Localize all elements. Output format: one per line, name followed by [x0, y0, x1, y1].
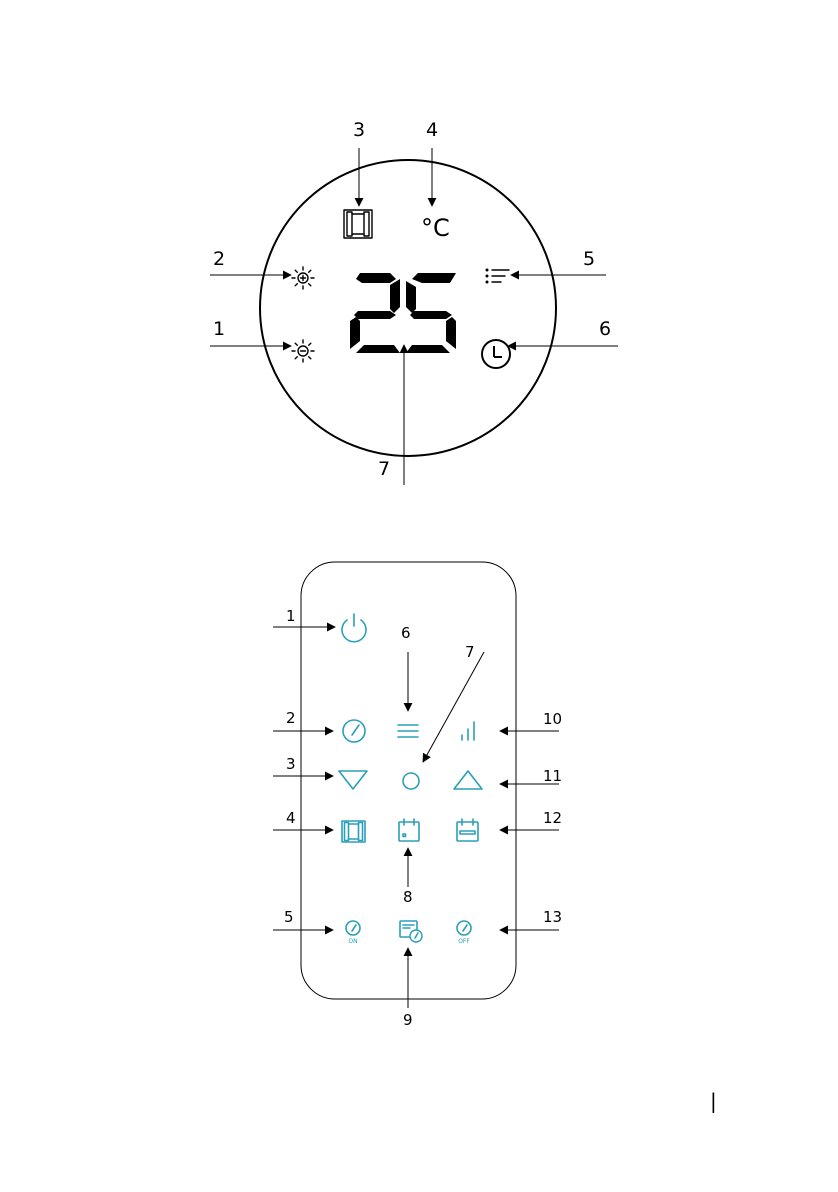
remote-callout-8: 8: [403, 888, 413, 906]
remote-callout-11: 11: [543, 767, 563, 785]
remote-callout-12: 12: [543, 809, 563, 827]
menu-icon[interactable]: [398, 725, 418, 737]
window-icon[interactable]: [342, 821, 365, 842]
remote-callout-5: 5: [284, 908, 294, 926]
mode-list-icon: [486, 269, 510, 284]
sun-low-icon: [292, 340, 314, 362]
timer-off-label: OFF: [458, 938, 470, 945]
digit-5: [406, 273, 456, 353]
remote-arrow-7: [423, 652, 484, 762]
circle-icon[interactable]: [403, 773, 419, 789]
power-icon[interactable]: [342, 614, 366, 642]
display-callout-3: 3: [353, 119, 366, 141]
display-callout-5: 5: [583, 248, 596, 270]
display-panel: [210, 119, 618, 485]
timer-on-icon[interactable]: [346, 921, 360, 945]
remote-callout-4: 4: [286, 809, 296, 827]
display-callout-2: 2: [213, 248, 226, 270]
display-callout-7: 7: [378, 458, 391, 480]
display-callout-4: 4: [426, 119, 439, 141]
remote-panel: [273, 562, 562, 1029]
timer-on-label: ON: [348, 938, 358, 945]
schedule-icon[interactable]: [400, 921, 422, 942]
window-icon: [344, 210, 372, 238]
page-mark: |: [710, 1089, 717, 1113]
gauge-icon[interactable]: [343, 720, 365, 742]
celsius-icon: °C: [421, 214, 450, 242]
remote-callout-7: 7: [465, 643, 475, 661]
digit-display: [350, 273, 456, 353]
sun-high-icon: [292, 267, 314, 289]
remote-callout-2: 2: [286, 709, 296, 727]
remote-callout-1: 1: [286, 607, 296, 625]
remote-callout-13: 13: [543, 908, 563, 926]
calendar-wide-icon[interactable]: [457, 819, 478, 841]
signal-bars-icon[interactable]: [462, 722, 474, 740]
remote-callout-3: 3: [286, 755, 296, 773]
up-triangle-icon[interactable]: [454, 771, 482, 789]
display-callout-1: 1: [213, 318, 226, 340]
digit-2: [350, 273, 400, 353]
calendar-icon[interactable]: [399, 819, 419, 841]
remote-callout-9: 9: [403, 1011, 413, 1029]
display-callout-6: 6: [599, 318, 612, 340]
timer-off-icon[interactable]: [457, 921, 471, 945]
down-triangle-icon[interactable]: [339, 771, 367, 789]
clock-icon: [482, 340, 510, 368]
remote-callout-10: 10: [543, 710, 563, 728]
remote-callout-6: 6: [401, 624, 411, 642]
